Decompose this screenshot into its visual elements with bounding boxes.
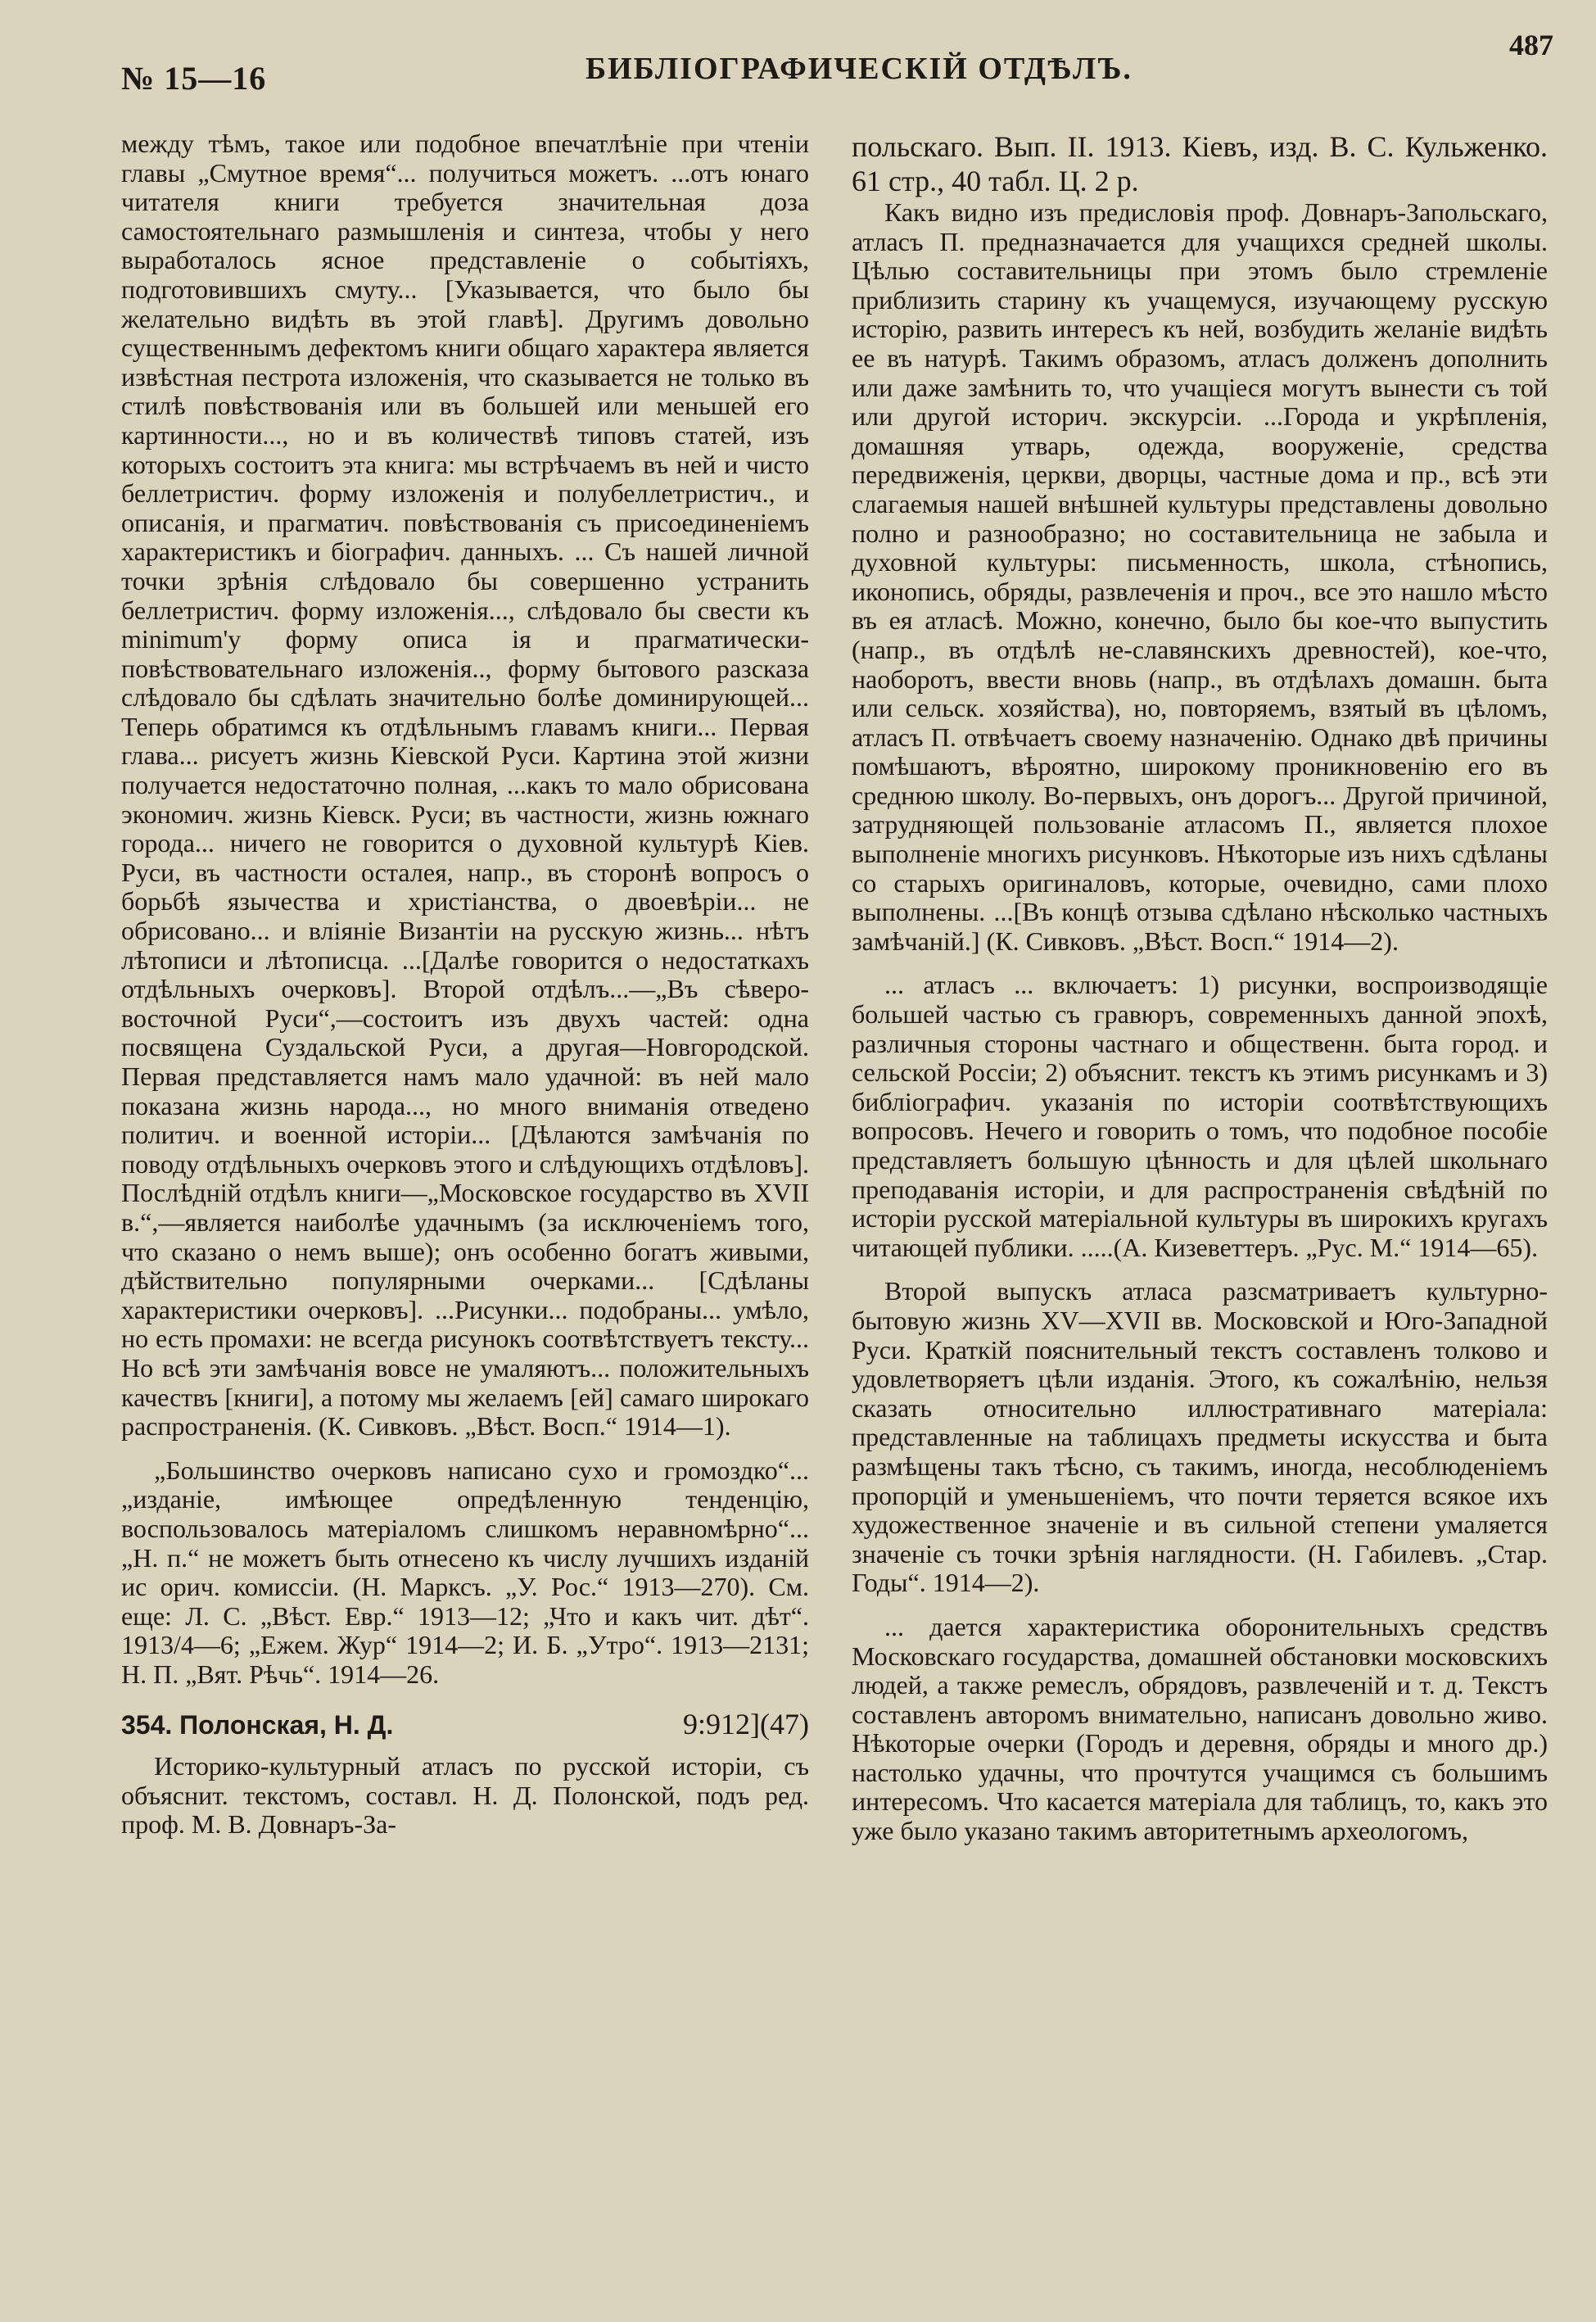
imprint-line: польскаго. Вып. II. 1913. Кіевъ, изд. В. С. Кульженко. 61 стр., 40 табл. Ц. 2 р. (852, 130, 1548, 197)
left-paragraph-1: между тѣмъ, такое или подобное впечатлѣніе при чтеніи главы „Смутное время“... получиться можетъ. ...отъ юнаго читателя книги требуется значительная доза самостоятельнаго размышленія и синтеза, чтобы у него выработалось ясное представленіе о событіяхъ, подготовившихъ смуту... [Указывается, что было бы желательно видѣть въ этой главѣ]. Другимъ довольно существеннымъ дефектомъ книги общаго характера является извѣстная пестрота изложенія, что сказывается не только въ стилѣ повѣствованія или въ большей или меньшей его картинности..., но и въ количествѣ типовъ статей, изъ которыхъ состоитъ эта книга: мы встрѣчаемъ въ ней и чисто беллетристич. форму изложенія и полубеллетристич., и описанія, и прагматич. повѣствованія съ присоединеніемъ характеристикъ и біографич. данныхъ. ... Съ нашей личной точки зрѣнія слѣдовало бы совершенно устранить беллетристич. форму изложенія..., слѣдовало бы свести къ minimum'у форму описа ія и прагматически-повѣствовательнаго изложенія.., форму бытового разсказа слѣдовало бы сдѣлать значительно болѣе доминирующей... Теперь обратимся къ отдѣльнымъ главамъ книги... Первая глава... рисуетъ жизнь Кіевской Руси. Картина этой жизни получается недостаточно полная, ...какъ то мало обрисована экономич. жизнь Кіевск. Руси; въ частности, жизнь южнаго города... ничего не говорится о духовной культурѣ Кіев. Руси, въ частности осталея, напр., въ сторонѣ вопросъ о борьбѣ язычества и христіанства, о двоевѣріи... не обрисовано... и вліяніе Византіи на русскую жизнь... нѣтъ лѣтописи и лѣтописца. ...[Далѣе говорится о недостаткахъ отдѣльныхъ очерковъ]. Второй отдѣлъ...—„Въ сѣверо-восточной Руси“,—состоитъ изъ двухъ частей: одна посвящена Суздальской Руси, а другая—Новгородской. Первая представляется намъ мало удачной: въ ней мало показана жизнь народа..., но много вниманія отведено политич. и военной исторіи... [Дѣлаются замѣчанія по поводу отдѣльныхъ очерковъ этого и слѣдующихъ отдѣловъ]. Послѣдній отдѣлъ книги—„Московское государство въ XVII в.“,—является наиболѣе удачнымъ (за исключеніемъ того, что сказано о немъ выше); онъ особенно богатъ живыми, дѣйствительно популярными очерками... [Сдѣланы характеристики очерковъ]. ...Рисунки... подобраны... умѣло, но есть промахи: не всегда рисунокъ соотвѣтствуетъ тексту... Но всѣ эти замѣчанія вовсе не умаляютъ... положительныхъ качествъ [книги], а потому мы желаемъ [ей] самаго широкаго распространенія. (К. Сивковъ. „Вѣст. Восп.“ 1914—1). (121, 129, 809, 1442)
left-column (121, 129, 809, 1840)
right-column (852, 129, 1548, 1846)
entry-classification-code: 9:912](47) (683, 1708, 809, 1741)
left-paragraph-3: Историко-культурный атласъ по русской исторіи, съ объяснит. текстомъ, составл. Н. Д. Полонской, подъ ред. проф. М. В. Довнаръ-За- (121, 1751, 809, 1840)
page-number: 487 (1509, 29, 1553, 61)
left-paragraph-2: „Большинство очерковъ написано сухо и громоздко“... „изданіе, имѣющее опредѣленную тенденцію, воспользовалось матеріаломъ слишкомъ неравномѣрно“... „Н. п.“ не можетъ быть отнесено къ числу лучшихъ изданій ис орич. комиссіи. (Н. Марксъ. „У. Рос.“ 1913—270). См. еще: Л. С. „Вѣст. Евр.“ 1913—12; „Что и какъ чит. дѣт“. 1913/4—6; „Ежем. Жур“ 1914—2; И. Б. „Утро“. 1913—2131; Н. П. „Вят. Рѣчь“. 1914—26. (121, 1455, 809, 1689)
issue-number: № 15—16 (121, 60, 267, 97)
entry-title: 354. Полонская, Н. Д. (121, 1710, 394, 1740)
running-title: БИБЛІОГРАФИЧЕСКІЙ ОТДѢЛЪ. (586, 52, 1133, 86)
right-paragraph-1: Какъ видно изъ предисловія проф. Довнаръ-Запольскаго, атласъ П. предназначается для учащихся средней школы. Цѣлью составительницы при этомъ было стремленіе приблизить старину къ учащемуся, изучающему русскую исторію, развить интересъ къ ней, возбудить желаніе видѣть ее въ натурѣ. Такимъ образомъ, атласъ долженъ дополнить или даже замѣнить то, что учащіеся могутъ вынести съ той или другой историч. экскурсіи. ...Города и укрѣпленія, домашняя утварь, одежда, вооруженіе, средства передвиженія, церкви, дворцы, частные дома и пр., всѣ эти слагаемыя нашей внѣшней культуры представлены довольно полно и разнообразно; но составительница не забыла и духовной культуры: письменность, школа, стѣнопись, иконопись, обряды, развлеченія и проч., все это нашло мѣсто въ ея атласѣ. Можно, конечно, было бы кое-что выпустить (напр., въ отдѣлѣ не-славянскихъ древностей), кое-что, наоборотъ, ввести вновь (напр., въ отдѣлахъ домашн. быта или сельск. хозяйства), но, повторяемъ, взятый въ цѣломъ, атласъ П. отвѣчаетъ своему назначенію. Однако двѣ причины помѣшаютъ, вѣроятно, широкому проникновенію его въ среднюю школу. Во-первыхъ, онъ дорогъ... Другой причиной, затрудняющей пользованіе атласомъ П., является плохое выполненіе многихъ рисунковъ. Нѣкоторые изъ нихъ сдѣланы со старыхъ оригиналовъ, которые, очевидно, сами плохо выполнены. ...[Въ концѣ отзыва сдѣлано нѣсколько частныхъ замѣчаній.] (К. Сивковъ. „Вѣст. Восп.“ 1914—2). (852, 197, 1548, 956)
bibliography-entry-heading (121, 1710, 809, 1740)
right-paragraph-2: ... атласъ ... включаетъ: 1) рисунки, воспроизводящіе большей частью съ гравюръ, современныхъ данной эпохѣ, различныя стороны частнаго и общественн. быта город. и сельской Россіи; 2) объяснит. текстъ къ этимъ рисункамъ и 3) библіографич. указанія по исторіи соотвѣтствующихъ вопросовъ. Нечего и говорить о томъ, что подобное пособіе представляетъ большую цѣнность и для цѣлей школьнаго преподаванія исторіи, и для распространенія свѣдѣній по исторіи русской матеріальной культуры въ широкихъ кругахъ читающей публики. .....(А. Кизеветтеръ. „Рус. М.“ 1914—65). (852, 970, 1548, 1262)
right-paragraph-3: Второй выпускъ атласа разсматриваетъ культурно-бытовую жизнь XV—XVII вв. Московской и Юго-Западной Руси. Краткій пояснительный текстъ составленъ толково и удовлетворяетъ цѣли изданія. Этого, къ сожалѣнію, нельзя сказать относительно иллюстративнаго матеріала: представленные на таблицахъ предметы искусства и быта размѣщены такъ тѣсно, съ такимъ, иногда, несоблюденіемъ пропорцій и уменьшеніемъ, что почти теряется всякое ихъ художественное значеніе и въ сильной степени умаляется значеніе съ точки зрѣнія наглядности. (Н. Габилевъ. „Стар. Годы“. 1914—2). (852, 1276, 1548, 1598)
page-header (0, 0, 1596, 123)
right-paragraph-4: ... дается характеристика оборонительныхъ средствъ Московскаго государства, домашней обстановки московскихъ людей, а также ремеслъ, обрядовъ, развлеченій и т. д. Текстъ составленъ авторомъ внимательно, написанъ довольно живо. Нѣкоторые очерки (Городъ и деревня, обряды и много др.) настолько удачны, что прочтутся учащимся съ большимъ интересомъ. Что касается матеріала для таблицъ, то, какъ это уже было указано такимъ авторитетнымъ археологомъ, (852, 1611, 1548, 1846)
